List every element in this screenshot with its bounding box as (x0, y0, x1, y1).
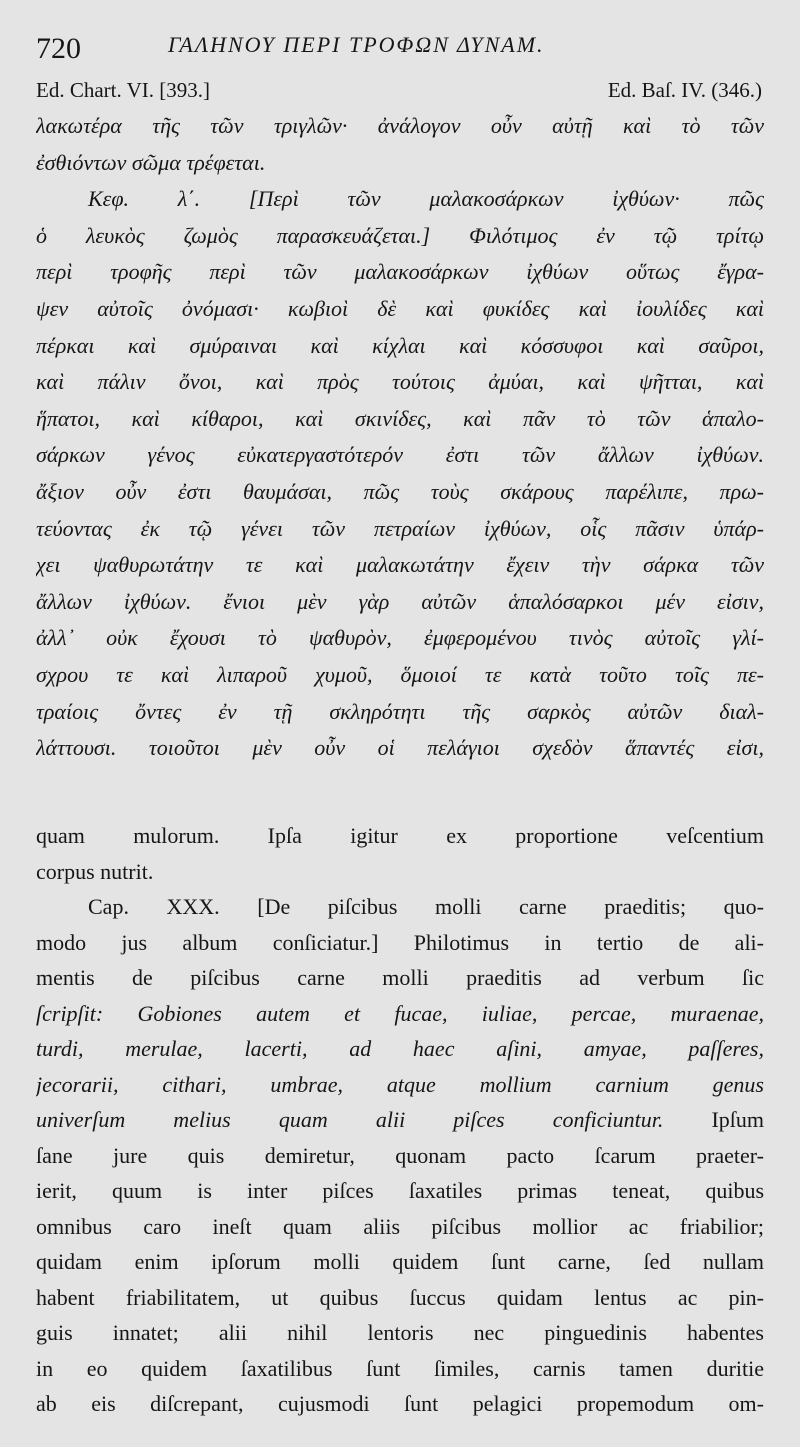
greek-line: καὶ πάλιν ὄνοι, καὶ πρὸς τούτοις ἀμύαι, καὶ ψῆτται, καὶ (36, 369, 764, 395)
greek-line: τραίοις ὄντες ἐν τῇ σκληρότητι τῆς σαρκὸς αὐτῶν διαλ- (36, 698, 764, 724)
greek-line: ὁ λευκὸς ζωμὸς παρασκευάζεται.] Φιλότιμος ἐν τῷ τρίτῳ (36, 222, 764, 248)
edition-reference-chart: Ed. Chart. VI. [393.] (36, 78, 210, 102)
greek-line: σάρκων γένος εὐκατεργαστότερόν ἐστι τῶν ἄλλων ἰχθύων. (36, 442, 764, 468)
greek-line: χει ψαθυρωτάτην τε καὶ μαλακωτάτην ἔχειν τὴν σάρκα τῶν (36, 552, 764, 578)
latin-line: ſane jure quis demiretur, quonam pacto ſcarum praeter- (36, 1142, 764, 1168)
greek-chapter-heading-line: Κεφ. λ΄. [Περὶ τῶν μαλακοσάρκων ἰχθύων· πῶς (88, 186, 764, 212)
latin-quotation-line: jecorarii, cithari, umbrae, atque mollium carnium genus (36, 1071, 764, 1097)
latin-text-fragment: Ipſum (711, 1107, 764, 1132)
greek-line: πέρκαι καὶ σμύραιναι καὶ κίχλαι καὶ κόσσυφοι καὶ σαῦροι, (36, 332, 764, 358)
greek-line: ἐσθιόντων σῶμα τρέφεται. (36, 149, 266, 175)
greek-line: ψεν αὐτοῖς ὀνόμασι· κωβιοὶ δὲ καὶ φυκίδες καὶ ἰουλίδες καὶ (36, 295, 764, 321)
latin-line (36, 1102, 764, 1138)
running-title: ΓΑΛΗΝΟΥ ΠΕΡΙ ΤΡΟΦΩΝ ΔΥΝΑΜ. (168, 32, 545, 57)
latin-quotation-line: ſcripſit: Gobiones autem et fucae, iuliae, percae, muraenae, (36, 1000, 764, 1026)
latin-line: ierit, quum is inter piſces ſaxatiles primas teneat, quibus (36, 1178, 764, 1203)
greek-line: ἄξιον οὖν ἐστι θαυμάσαι, πῶς τοὺς σκάρους παρέλιπε, πρω- (36, 478, 764, 504)
latin-line: habent friabilitatem, ut quibus ſuccus quidam lentus ac pin- (36, 1284, 764, 1310)
greek-text-block (36, 108, 764, 767)
running-head (36, 28, 764, 68)
latin-line: quam mulorum. Ipſa igitur ex proportione veſcentium (36, 823, 764, 848)
latin-quotation-fragment: univerſum melius quam alii piſces conficiuntur. (36, 1107, 712, 1132)
latin-line: omnibus caro ineſt quam aliis piſcibus mollior ac friabilior; (36, 1213, 764, 1239)
greek-line: ἀλλ᾽ οὐκ ἔχουσι τὸ ψαθυρὸν, ἐμφερομένου τινὸς αὐτοῖς γλί- (36, 625, 764, 651)
latin-line: corpus nutrit. (36, 858, 154, 884)
latin-line: guis innatet; alii nihil lentoris nec pinguedinis habentes (36, 1320, 764, 1345)
greek-line: ἄλλων ἰχθύων. ἔνιοι μὲν γὰρ αὐτῶν ἁπαλόσαρκοι μέν εἰσιν, (36, 588, 764, 614)
latin-quotation-line: turdi, merulae, lacerti, ad haec aſini, amyae, paſſeres, (36, 1036, 764, 1061)
greek-line: σχρου τε καὶ λιπαροῦ χυμοῦ, ὅμοιοί τε κατὰ τοῦτο τοῖς πε- (36, 661, 764, 687)
latin-line: modo jus album conſiciatur.] Philotimus in tertio de ali- (36, 929, 764, 955)
greek-line: λακωτέρα τῆς τῶν τριγλῶν· ἀνάλογον οὖν αὐτῇ καὶ τὸ τῶν (36, 113, 764, 138)
greek-line: περὶ τροφῆς περὶ τῶν μαλακοσάρκων ἰχθύων οὕτως ἔγρα- (36, 259, 764, 285)
latin-text-block (36, 818, 764, 1422)
latin-line: in eo quidem ſaxatilibus ſunt ſimiles, carnis tamen duritie (36, 1355, 764, 1381)
greek-line: τεύοντας ἐκ τῷ γένει τῶν πετραίων ἰχθύων, οἷς πᾶσιν ὑπάρ- (36, 515, 764, 541)
page-number: 720 (36, 32, 81, 65)
latin-chapter-heading-line: Cap. XXX. [De piſcibus molli carne praeditis; quo- (88, 894, 764, 919)
greek-line: λάττουσι. τοιοῦτοι μὲν οὖν οἱ πελάγιοι σχεδὸν ἅπαντές εἰσι, (36, 735, 764, 761)
latin-line: ab eis diſcrepant, cujusmodi ſunt pelagici propemodum om- (36, 1391, 764, 1416)
latin-line: quidam enim ipſorum molli quidem ſunt carne, ſed nullam (36, 1249, 764, 1274)
edition-reference-basel: Ed. Baſ. IV. (346.) (607, 78, 762, 102)
latin-line: mentis de piſcibus carne molli praeditis ad verbum ſic (36, 965, 764, 990)
greek-line: ἥπατοι, καὶ κίθαροι, καὶ σκινίδες, καὶ πᾶν τὸ τῶν ἁπαλο- (36, 405, 764, 431)
edition-references (36, 78, 762, 108)
